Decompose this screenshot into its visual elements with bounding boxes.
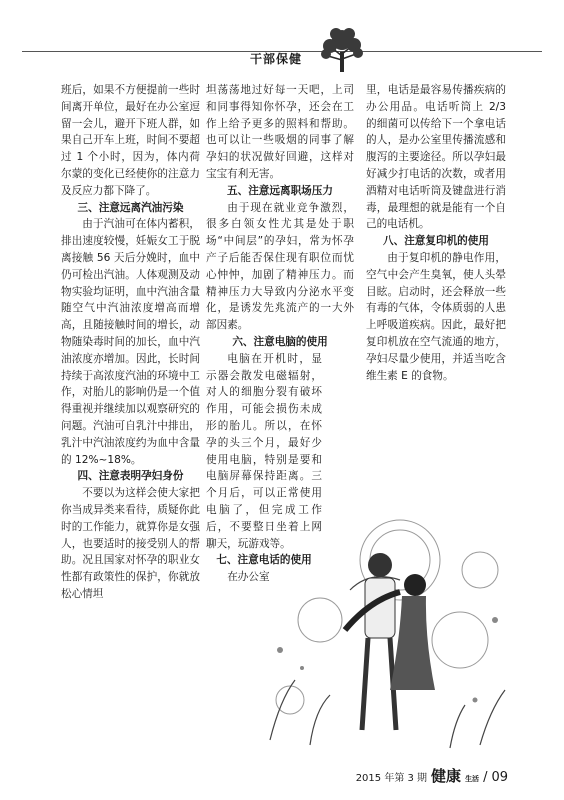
paragraph: 在办公室 <box>227 571 270 584</box>
paragraph: 班后，如果不方便提前一些时间离开单位，最好在办公室逗留一会儿，避开下班人群，如果自己开车上班，时间不要超过 1 个小时，因为，体内荷尔蒙的变化已经使你的注意力及反应力都下降了。 <box>61 84 200 197</box>
subheading: 五、注意远离职场压力 <box>227 184 333 197</box>
issue-label: 2015 年第 3 期 <box>355 773 428 784</box>
magazine-name: 健康 <box>431 767 462 785</box>
subheading: 四、注意表明孕妇身份 <box>77 470 184 483</box>
paragraph: 坦荡荡地过好每一天吧，上司和同事得知你怀孕，还会在工作上给予更多的照料和帮助。也可以让一些吸烟的同事了解孕妇的状况做好回避，这样对宝宝有利无害。 <box>206 84 354 180</box>
subheading: 三、注意远离汽油污染 <box>77 201 184 214</box>
paragraph: 里，电话是最容易传播疾病的办公用品。电话听筒上 2/3 的细菌可以传给下一个拿电话的人，是办公室里传播流感和腹泻的主要途径。所以孕妇最好减少打电话的次数，或者用酒精对电话听筒及键盘进行消毒，最理想的就是能有一个自己的电话机。 <box>366 84 506 231</box>
paragraph: 由于复印机的静电作用，空气中会产生臭氧，使人头晕目眩。启动时，还会释放一些有毒的气体，令体质弱的人患上呼吸道疾病。因此，最好把复印机放在空气流通的地方，孕妇尽量少使用，并适当吃含维生素 E 的食物。 <box>366 251 506 382</box>
tree-icon <box>318 26 366 74</box>
page-separator: / <box>483 770 488 785</box>
column-1 <box>61 82 200 603</box>
paragraph: 电脑在开机时，显示器会散发电磁辐射，对人的细胞分裂有破坏作用，可能会损伤未成形的胎儿。所以，在怀孕的头三个月，最好少使用电脑，特别是要和电脑屏幕保持距离。三个月后，可以正常使用电脑了，但完成工作后，不要整日坐着上网聊天，玩游戏等。 <box>206 352 322 550</box>
paragraph: 由于汽油可在体内蓄积，排出速度较慢，妊娠女工于脱离接触 56 天后分娩时，血中仍可检出汽油。人体观测及动物实验均证明，血中汽油含量随空气中汽油浓度增高而增高，且随接触时间的增长，动物随染毒时间的加长，血中汽油浓度亦增加。因此，长时间持续于高浓度汽油的环境中工作，对胎儿的影响仍是一个值得重视并继续加以观察研究的问题。汽油可自乳汁中排出，乳汁中汽油浓度约为血中含量的 12%~18%。 <box>61 218 200 466</box>
couple-illustration <box>250 500 520 750</box>
paragraph: 不要以为这样会使大家把你当成异类来看待，质疑你此时的工作能力，就算你是女强人，也要适时的接受别人的帮助。况且国家对怀孕的职业女性都有政策性的保护，你就放松心情坦 <box>61 487 200 600</box>
magazine-name-suffix: 生活 <box>465 775 480 783</box>
subheading: 六、注意电脑的使用 <box>232 335 328 348</box>
subheading: 八、注意复印机的使用 <box>383 235 489 248</box>
paragraph: 由于现在就业竞争激烈，很多白领女性尤其是处于职场“中间层”的孕妇，常为怀孕产子后能否保住现有职位而忧心忡忡，加剧了精神压力。而精神压力大导致内分泌水平变化，是诱发先兆流产的一大外部因素。 <box>206 201 354 332</box>
subheading: 七、注意电话的使用 <box>216 554 312 567</box>
column-3 <box>366 82 506 384</box>
page-number: 09 <box>491 770 508 785</box>
footer <box>356 765 508 786</box>
section-title: 干部保健 <box>250 52 303 66</box>
